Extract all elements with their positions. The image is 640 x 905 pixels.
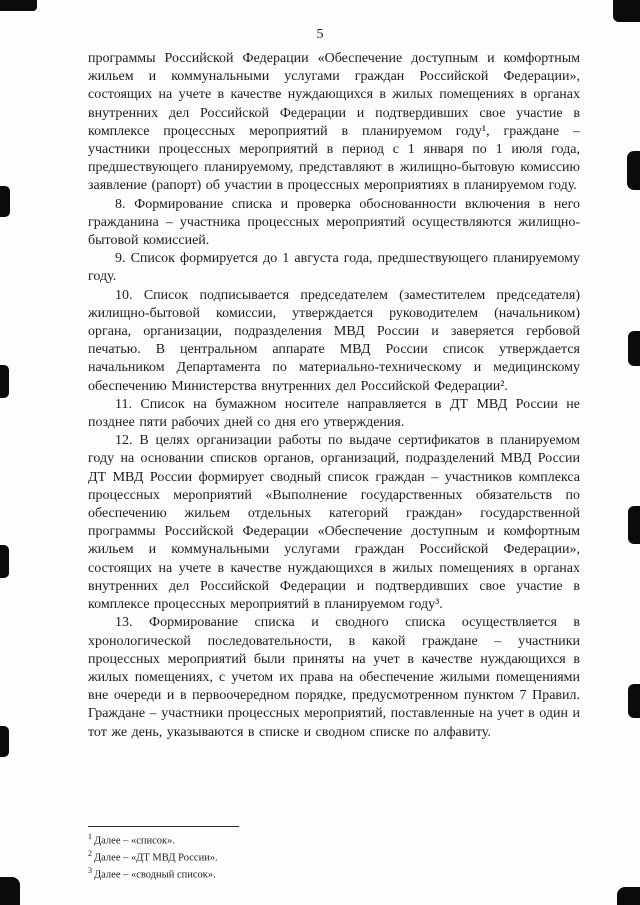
footnote-text: Далее – «сводный список». <box>94 869 216 881</box>
scan-mark-bottom-right <box>617 887 640 905</box>
footnote-marker: 3 <box>88 866 92 875</box>
scan-mark-left-1 <box>0 186 10 217</box>
scan-mark-left-4 <box>0 726 9 757</box>
footnote-text: Далее – «ДТ МВД России». <box>94 852 218 864</box>
scan-mark-top-left <box>0 0 37 11</box>
footnote-marker: 2 <box>88 849 92 858</box>
paragraph-item-8: 8. Формирование списка и проверка обоснованности включения в него гражданина – участника процессных мероприятий осуществляются жилищно-бытовой комиссией. <box>88 196 580 249</box>
scan-mark-right-2 <box>628 331 640 366</box>
scan-mark-left-3 <box>0 545 9 578</box>
paragraph-continuation: программы Российской Федерации «Обеспечение доступным и комфортным жильем и коммунальными услугами граждан Российской Федерации», состоящих на учете в качестве нуждающихся в жилых помещениях в органах внутренних дел Российской Федерации и подтвердивших свое участие в комплексе процессных мероприятий в планируемом году¹, граждане – участники процессных мероприятий в период с 1 января по 1 июля года, предшествующего планируемому, представляют в жилищно-бытовую комиссию заявление (рапорт) об участии в процессных мероприятиях в планируемом году. <box>88 51 580 194</box>
paragraph-item-9: 9. Список формируется до 1 августа года, предшествующего планируемому году. <box>88 251 580 285</box>
paragraph-item-10: 10. Список подписывается председателем (заместителем председателя) жилищно-бытовой комиссии, утверждается руководителем (начальником) органа, организации, подразделения МВД России и заверяется гербовой печатью. В центральном аппарате МВД России список утверждается начальником Департамента по материально-техническому и медицинскому обеспечению Министерства внутренних дел Российской Федерации². <box>88 287 580 394</box>
footnote-2 <box>88 848 580 865</box>
page-number: 5 <box>316 27 324 42</box>
scan-mark-left-2 <box>0 365 9 398</box>
footnote-marker: 1 <box>88 832 92 841</box>
footnote-1 <box>88 831 580 848</box>
scan-mark-right-4 <box>628 684 640 718</box>
scan-mark-top-right <box>613 0 640 22</box>
footnote-3 <box>88 865 580 882</box>
footnotes-section <box>88 826 580 882</box>
document-body <box>88 50 580 742</box>
footnote-separator <box>88 826 239 827</box>
paragraph-item-13: 13. Формирование списка и сводного списка осуществляется в хронологической последовательности, в какой граждане – участники процессных мероприятий были приняты на учет в качестве нуждающихся в жилых помещениях, с учетом их права на обеспечение жилыми помещениями вне очереди и в первоочередном порядке, предусмотренном пунктом 7 Правил. Граждане – участники процессных мероприятий, поставленные на учет в один и тот же день, указываются в списке и сводном списке по алфавиту. <box>88 615 580 740</box>
paragraph-item-11: 11. Список на бумажном носителе направляется в ДТ МВД России не позднее пяти рабочих дней со дня его утверждения. <box>88 396 580 431</box>
scan-mark-right-3 <box>628 506 640 544</box>
scan-mark-right-1 <box>627 151 640 190</box>
paragraph-item-12: 12. В целях организации работы по выдаче сертификатов в планируемом году на основании списков органов, организаций, подразделений МВД России ДТ МВД России формирует сводный список граждан – участников комплекса процессных мероприятий «Выполнение государственных обязательств по обеспечению жильем отдельных категорий граждан» государственной программы Российской Федерации «Обеспечение доступным и комфортным жильем и коммунальными услугами граждан Российской Федерации», состоящих на учете в качестве нуждающихся в жилых помещениях в органах внутренних дел Российской Федерации и подтвердивших свое участие в комплексе процессных мероприятий в планируемом году³. <box>88 433 580 613</box>
scan-mark-bottom-left <box>0 877 20 905</box>
footnote-text: Далее – «список». <box>94 835 176 847</box>
